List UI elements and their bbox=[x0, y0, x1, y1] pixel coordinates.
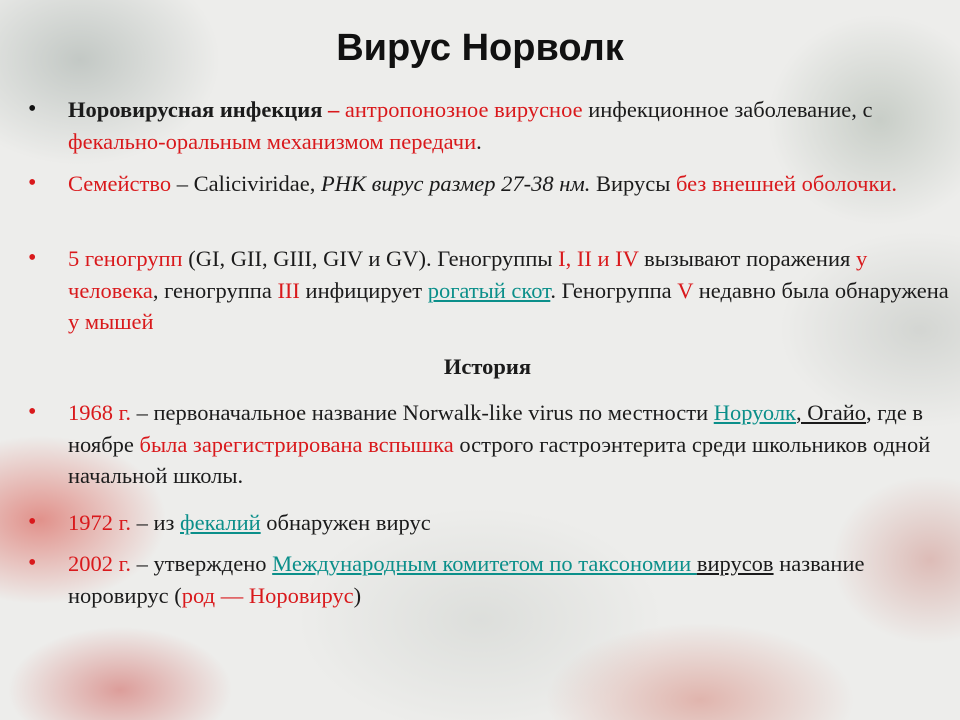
bullet-marker: • bbox=[28, 509, 37, 535]
hyperlink[interactable]: рогатый скот bbox=[427, 277, 551, 303]
text-run: Семейство bbox=[68, 171, 172, 196]
slide-title: Вирус Норволк bbox=[336, 27, 624, 69]
bullet-marker: • bbox=[28, 245, 37, 271]
text-run: РНК вирус размер 27-38 нм. bbox=[321, 171, 591, 196]
bullet-marker: • bbox=[28, 170, 37, 196]
text-run: антропонозное вирусное bbox=[344, 97, 583, 122]
text-run: – утверждено bbox=[130, 551, 273, 576]
hyperlink[interactable]: вирусов bbox=[696, 551, 774, 576]
text-run: 5 геногрупп bbox=[68, 246, 183, 271]
text-run: I, II и IV bbox=[558, 246, 639, 271]
bullet-item-2002 bbox=[68, 548, 953, 611]
text-run: – из bbox=[130, 510, 181, 535]
bullet-marker: • bbox=[28, 550, 37, 576]
text-run: III bbox=[277, 277, 300, 303]
bullet-item-genogroups bbox=[68, 243, 953, 338]
text-run: острого гастроэнтерита среди школьников одной начальной школы. bbox=[68, 431, 931, 488]
bullet-item-1968 bbox=[68, 397, 953, 492]
text-run: вызывают поражения bbox=[638, 246, 856, 271]
text-run: , геногруппа bbox=[152, 277, 278, 303]
text-run: – первоначальное название Norwalk-like virus по местности bbox=[130, 400, 714, 425]
text-run: обнаружен вирус bbox=[260, 510, 431, 535]
text-run: Норовирусная инфекция bbox=[68, 97, 323, 122]
hyperlink[interactable]: , Огайо bbox=[796, 400, 867, 425]
history-heading: История bbox=[443, 354, 532, 379]
text-run: название норовирус ( bbox=[68, 551, 865, 608]
hyperlink[interactable]: Норуолк bbox=[713, 400, 796, 425]
bullet-item-family bbox=[68, 168, 953, 200]
text-run: у человека bbox=[68, 246, 868, 303]
text-run: ) bbox=[353, 582, 362, 608]
hyperlink[interactable]: Международным комитетом по таксономии bbox=[272, 551, 697, 576]
text-run: род — Норовирус bbox=[181, 582, 354, 608]
text-run: (GI, GII, GIII, GIV и GV). Геногруппы bbox=[182, 246, 559, 271]
text-run: – bbox=[322, 97, 345, 122]
bullet-item-1972 bbox=[68, 507, 953, 539]
text-run: Вирусы bbox=[590, 171, 676, 196]
text-run: V bbox=[677, 277, 694, 303]
text-run: была зарегистрирована вспышка bbox=[139, 431, 454, 457]
bullet-marker: • bbox=[28, 399, 37, 425]
text-run: . Геногруппа bbox=[550, 277, 678, 303]
text-run: 2002 г. bbox=[68, 551, 131, 576]
text-run: 1968 г. bbox=[68, 400, 131, 425]
text-run: , где в ноябре bbox=[68, 400, 924, 457]
bullet-item-norovirus-infection bbox=[68, 94, 953, 157]
text-run: недавно была обнаружена bbox=[693, 277, 949, 303]
text-run: – Caliciviridae, bbox=[171, 171, 322, 196]
text-run: инфекционное заболевание, с bbox=[582, 97, 873, 122]
text-run: инфицирует bbox=[299, 277, 428, 303]
text-run: без внешней оболочки. bbox=[675, 171, 898, 196]
text-run: 1972 г. bbox=[68, 510, 131, 535]
text-run: . bbox=[476, 128, 482, 154]
bullet-marker: • bbox=[28, 96, 37, 122]
text-run: у мышей bbox=[68, 309, 154, 334]
text-run: фекально-оральным механизмом передачи bbox=[68, 128, 477, 154]
hyperlink[interactable]: фекалий bbox=[180, 510, 261, 535]
